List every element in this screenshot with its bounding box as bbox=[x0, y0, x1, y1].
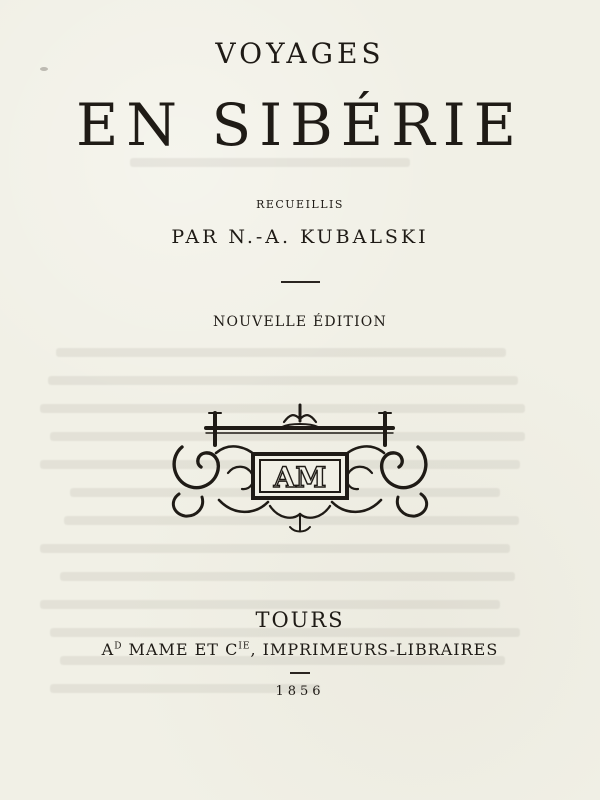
ornament-left-inner-curl bbox=[228, 467, 253, 489]
ornament-right-leaf-2 bbox=[332, 500, 381, 512]
publisher-a-sup: D bbox=[114, 641, 123, 652]
monogram-am: AM bbox=[273, 461, 327, 494]
ornament-lower-right-curl bbox=[300, 506, 330, 518]
year-line: 1856 bbox=[275, 684, 325, 699]
ornament-left-scroll-1 bbox=[174, 447, 218, 488]
ornament-lower-left-curl bbox=[270, 506, 300, 518]
publisher-line bbox=[0, 642, 600, 658]
collected-by-label: RECUEILLIS bbox=[256, 198, 344, 211]
publisher-middle: MAME ET C bbox=[122, 640, 239, 659]
ornament-right-scroll-2 bbox=[397, 494, 426, 516]
separator-rule bbox=[281, 281, 320, 283]
author-line: PAR N.-A. KUBALSKI bbox=[171, 226, 429, 248]
publisher-tail: , IMPRIMEURS-LIBRAIRES bbox=[250, 640, 499, 659]
edition-line: NOUVELLE ÉDITION bbox=[213, 314, 387, 330]
ornament-left-leaf-2 bbox=[219, 500, 268, 512]
place-line: TOURS bbox=[255, 608, 345, 632]
ornament-right-scroll-1 bbox=[382, 447, 426, 488]
title-line-2: EN SIBÉRIE bbox=[75, 91, 525, 159]
year-separator bbox=[290, 672, 310, 674]
publisher-c-sup: IE bbox=[238, 641, 251, 652]
title-line-1: VOYAGES bbox=[215, 37, 385, 70]
publisher-ornament bbox=[164, 403, 436, 535]
ornament-left-scroll-2 bbox=[173, 494, 202, 516]
publisher-a: A bbox=[101, 640, 115, 659]
ornament-right-inner-curl bbox=[347, 467, 372, 489]
